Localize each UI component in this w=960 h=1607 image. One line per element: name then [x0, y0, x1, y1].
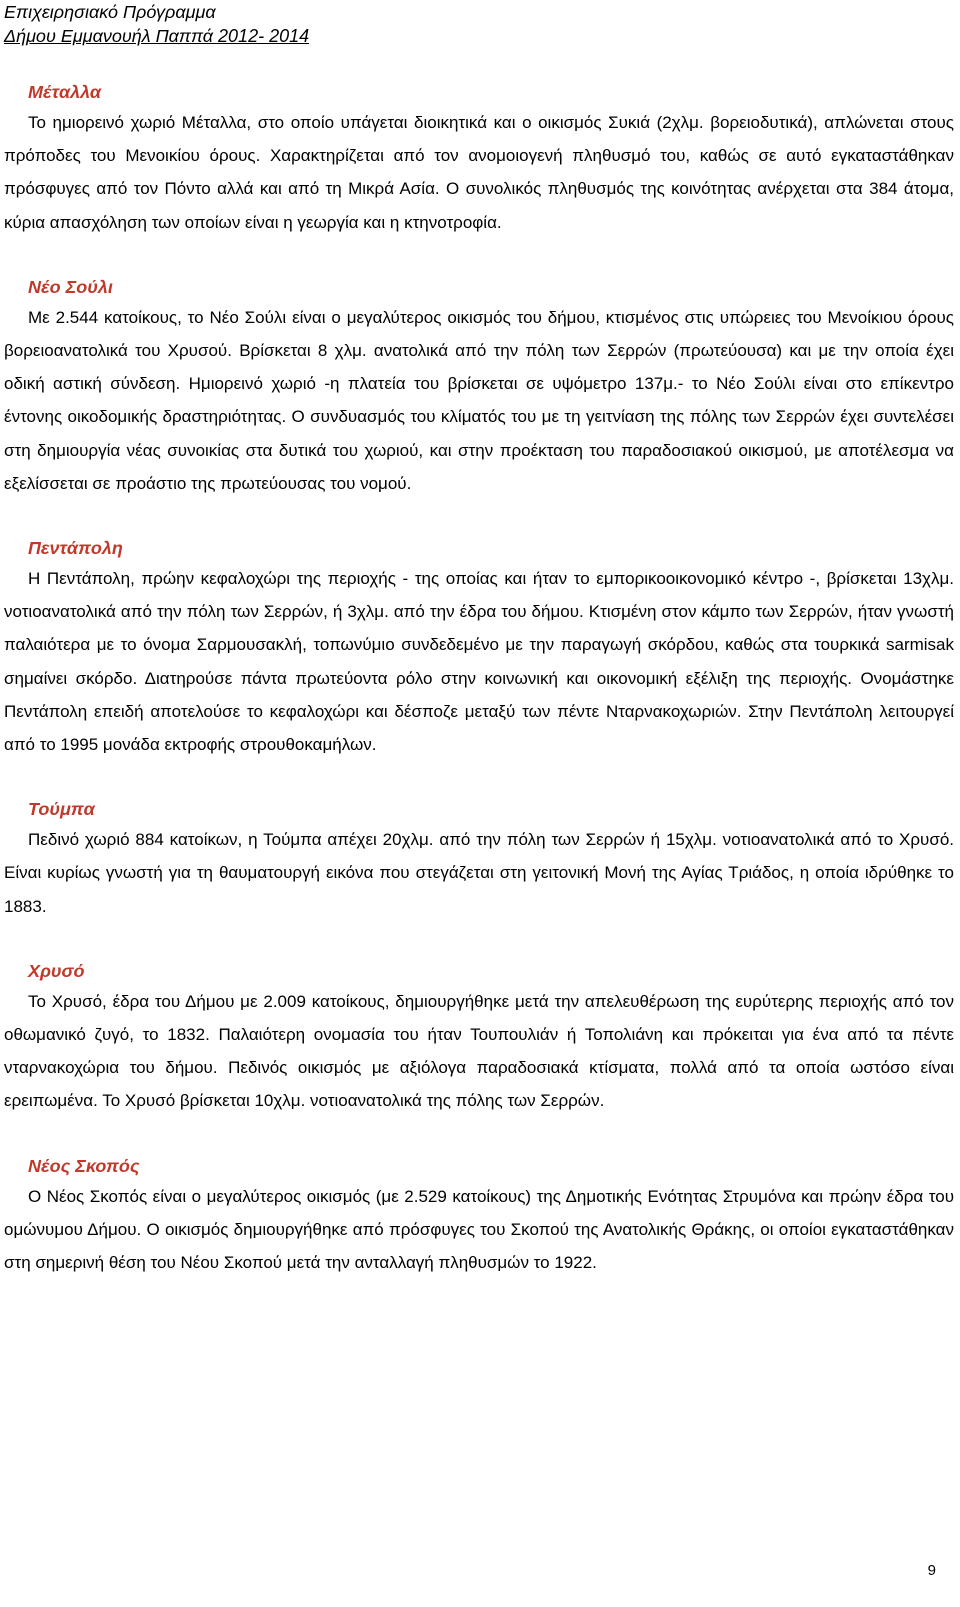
page-number: 9 [927, 1562, 936, 1579]
document-body [4, 78, 954, 1279]
section-chryso [4, 957, 954, 1118]
section-toumpa [4, 795, 954, 923]
section-paragraph: Πεδινό χωριό 884 κατοίκων, η Τούμπα απέχει 20χλμ. από την πόλη των Σερρών ή 15χλμ. νοτιοανατολικά από το Χρυσό. Είναι κυρίως γνωστή για τη θαυματουργή εικόνα που στεγάζεται στη γειτονική Μονή της Αγίας Τριάδος, η οποία ιδρύθηκε το 1883. [4, 830, 954, 916]
section-title: Νέο Σούλι [28, 276, 113, 297]
section-paragraph: Ο Νέος Σκοπός είναι ο μεγαλύτερος οικισμός (με 2.529 κατοίκους) της Δημοτικής Ενότητας Στρυμόνα και πρώην έδρα του ομώνυμου Δήμου. Ο οικισμός δημιουργήθηκε από πρόσφυγες του Σκοπού της Ανατολικής Θράκης, οι οποίοι εγκαταστάθηκαν στη σημερινή θέση του Νέου Σκοπού μετά την ανταλλαγή πληθυσμών το 1922. [4, 1186, 954, 1273]
section-title: Τούμπα [28, 799, 95, 820]
section-spacer [4, 1118, 954, 1152]
section-neos-skopos [4, 1152, 954, 1280]
section-spacer [4, 761, 954, 795]
section-neo-souli [4, 273, 954, 500]
section-metalla [4, 78, 954, 239]
section-paragraph: Με 2.544 κατοίκους, το Νέο Σούλι είναι ο μεγαλύτερος οικισμός του δήμου, κτισμένος στις υπώρειες του Μενοίκιου όρους βορειοανατολικά του Χρυσού. Βρίσκεται 8 χλμ. ανατολικά από την πόλη των Σερρών (πρωτεύουσα) και με την οποία έχει οδική αστική σύνδεση. Ημιορεινό χωριό -η πλατεία του βρίσκεται σε υψόμετρο 137μ.- το Νέο Σούλι είναι στο επίκεντρο έντονης οικοδομικής δραστηριότητας. Ο συνδυασμός του κλίματός του με τη γειτνίαση της πόλης των Σερρών έχει συντελέσει στη δημιουργία νέας συνοικίας στα δυτικά του χωριού, και στην προέκταση του παραδοσιακού οικισμού, με αποτέλεσμα να εξελίσσεται σε προάστιο της πρωτεύουσας του νομού. [4, 307, 954, 493]
section-pentapoli [4, 534, 954, 761]
section-title: Πεντάπολη [28, 538, 123, 559]
section-spacer [4, 239, 954, 273]
header-title: Επιχειρησιακό Πρόγραμμα [4, 2, 216, 22]
page-header [4, 0, 604, 48]
section-paragraph: Το Χρυσό, έδρα του Δήμου με 2.009 κατοίκους, δημιουργήθηκε μετά την απελευθέρωση της ευρύτερης περιοχής από τον οθωμανικό ζυγό, το 1832. Παλαιότερη ονομασία του ήταν Τουπουλιάν ή Τοπολιάνη και πρόκειται για ένα από τα πέντε νταρνακοχώρια του δήμου. Πεδινός οικισμός με αξιόλογα παραδοσιακά κτίσματα, πολλά από τα οποία ωστόσο είναι ερειπωμένα. Το Χρυσό βρίσκεται 10χλμ. νοτιοανατολικά της πόλης των Σερρών. [4, 991, 954, 1111]
header-subtitle: Δήμου Εμμανουήλ Παππά 2012- 2014 [4, 26, 310, 46]
section-title: Μέταλλα [28, 82, 102, 102]
section-paragraph: Το ημιορεινό χωριό Μέταλλα, στο οποίο υπάγεται διοικητικά και ο οικισμός Συκιά (2χλμ. βορειοδυτικά), απλώνεται στους πρόποδες του Μενοικίου όρους. Χαρακτηρίζεται από τον ανομοιογενή πληθυσμό του, καθώς σε αυτό εγκαταστάθηκαν πρόσφυγες από τον Πόντο αλλά και από τη Μικρά Ασία. Ο συνολικός πληθυσμός της κοινότητας ανέρχεται στα 384 άτομα, κύρια απασχόληση των οποίων είναι η γεωργία και η κτηνοτροφία. [4, 113, 954, 232]
section-spacer [4, 923, 954, 957]
section-paragraph: Η Πεντάπολη, πρώην κεφαλοχώρι της περιοχής - της οποίας και ήταν το εμπορικοοικονομικό κέντρο -, βρίσκεται 13χλμ. νοτιοανατολικά από την πόλη των Σερρών, ή 3χλμ. από την έδρα του δήμου. Κτισμένη στον κάμπο των Σερρών, ήταν γνωστή παλαιότερα με το όνομα Σαρμουσακλή, τοπωνύμιο συνδεδεμένο με την παραγωγή σκόρδου, καθώς στα τουρκικά sarmisak σημαίνει σκόρδο. Διατηρούσε πάντα πρωτεύοντα ρόλο στην κοινωνική και οικονομική εξέλιξη της περιοχής. Ονομάστηκε Πεντάπολη επειδή αποτελούσε το κεφαλοχώρι και δέσποζε μεταξύ των πέντε Νταρνακοχωριών. Στην Πεντάπολη λειτουργεί από το 1995 μονάδα εκτροφής στρουθοκαμήλων. [4, 569, 954, 755]
section-title: Χρυσό [28, 960, 85, 981]
section-title: Νέος Σκοπός [28, 1155, 140, 1176]
section-spacer [4, 500, 954, 534]
